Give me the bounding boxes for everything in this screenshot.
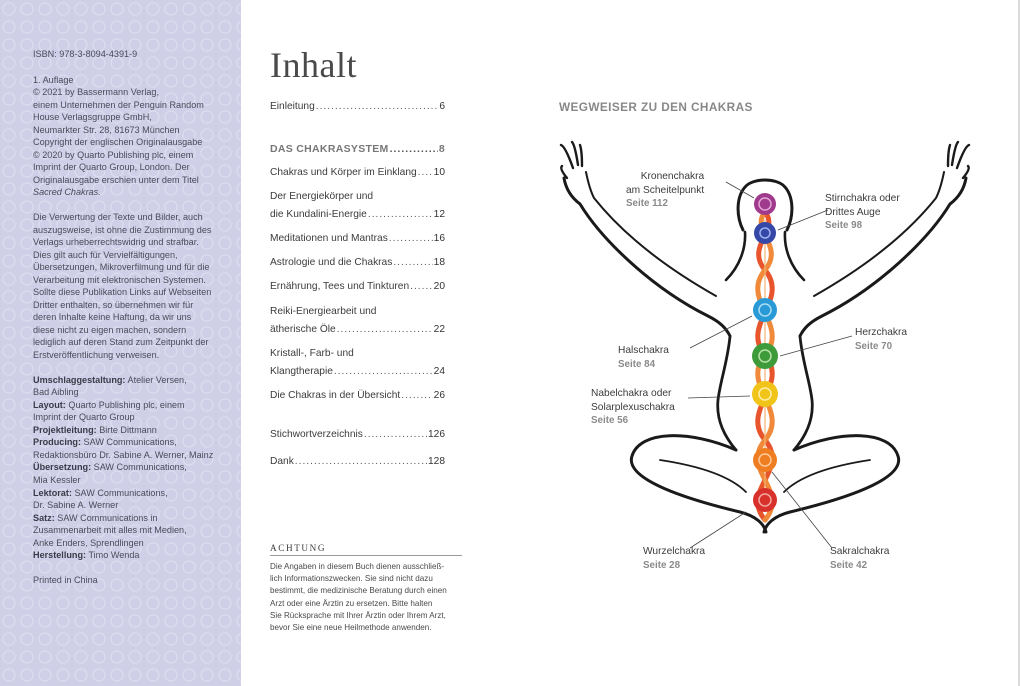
credit-value: Zusammenarbeit mit alles mit Medien, bbox=[33, 525, 187, 536]
credit-value: Anke Enders, Sprendlingen bbox=[33, 537, 144, 548]
imprint-column bbox=[0, 0, 241, 686]
edition-line: House Verlagsgruppe GmbH, bbox=[33, 112, 152, 123]
credit-label: Übersetzung: bbox=[33, 462, 92, 473]
toc-page-number: 26 bbox=[433, 390, 445, 401]
warning-title: ACHTUNG bbox=[270, 543, 462, 556]
rights-line: lediglich auf deren Stand zum Zeitpunkt der bbox=[33, 337, 209, 348]
credit-editing bbox=[33, 487, 231, 512]
credit-value: Timo Wenda bbox=[88, 550, 140, 561]
toc-entry-kristall[interactable] bbox=[270, 345, 445, 381]
credit-label: Layout: bbox=[33, 399, 66, 410]
rights-line: Verarbeitung mit elektronischen Systemen. bbox=[33, 274, 206, 285]
leader-dots bbox=[337, 321, 433, 339]
leader-dots bbox=[418, 164, 433, 182]
sacral-chakra-symbol bbox=[753, 448, 777, 472]
rights-line: Dritter enthalten, so übernehmen wir für bbox=[33, 299, 194, 310]
credit-value: SAW Communications, bbox=[83, 437, 177, 448]
toc-entry-text: Einleitung bbox=[270, 101, 315, 112]
label-crown-chakra[interactable] bbox=[626, 170, 704, 211]
chakra-circles bbox=[752, 193, 778, 512]
credit-value: Imprint der Quarto Group bbox=[33, 412, 135, 423]
credit-producing bbox=[33, 436, 231, 461]
label-heart-chakra[interactable] bbox=[855, 326, 907, 353]
credit-label: Lektorat: bbox=[33, 487, 72, 498]
edition-line: Neumarkter Str. 28, 81673 München bbox=[33, 124, 180, 135]
warning-text bbox=[270, 561, 462, 634]
third-eye-chakra-symbol bbox=[754, 222, 776, 244]
label-root-chakra[interactable] bbox=[643, 545, 705, 572]
toc-page-number: 22 bbox=[433, 324, 445, 335]
isbn: ISBN: 978-3-8094-4391-9 bbox=[33, 49, 138, 59]
credit-label: Producing: bbox=[33, 437, 81, 448]
toc-entry-meditationen[interactable] bbox=[270, 230, 445, 248]
toc-entry-text: Kristall-, Farb- und bbox=[270, 348, 354, 359]
chakra-name: Sakralchakra bbox=[830, 546, 890, 557]
rights-notice bbox=[33, 211, 231, 362]
toc-entry-astrologie[interactable] bbox=[270, 254, 445, 272]
credit-production bbox=[33, 549, 231, 562]
warning-line: Arzt oder eine Ärztin zu ersetzen. Bitte halten bbox=[270, 598, 433, 608]
credit-value: SAW Communications, bbox=[74, 487, 168, 498]
edition-info bbox=[33, 74, 231, 199]
toc-entry-text: Reiki-Energiearbeit und bbox=[270, 306, 377, 317]
label-throat-chakra[interactable] bbox=[618, 344, 669, 371]
leader-dots bbox=[410, 278, 433, 296]
leader-dots bbox=[390, 140, 438, 158]
leader-dots bbox=[364, 426, 427, 444]
toc-entry-text: Der Energiekörper und bbox=[270, 191, 374, 202]
leader-line-heart bbox=[780, 336, 852, 356]
toc-page-number: 20 bbox=[433, 281, 445, 292]
chakra-name: Nabelchakra oder bbox=[591, 388, 672, 399]
credit-value: SAW Communications in bbox=[57, 512, 158, 523]
leader-dots bbox=[393, 254, 432, 272]
warning-line: Sie Rücksprache mit Ihrer Ärztin oder Ihrem Arzt, bbox=[270, 610, 446, 620]
rights-line: auszugsweise, ist ohne die Zustimmung des bbox=[33, 224, 212, 235]
credit-label: Satz: bbox=[33, 512, 55, 523]
printed-in: Printed in China bbox=[33, 574, 98, 585]
rights-line: Die Verwertung der Texte und Bilder, auch bbox=[33, 212, 203, 223]
credit-label: Projektleitung: bbox=[33, 424, 97, 435]
toc-entry-text: Dank bbox=[270, 456, 294, 467]
leader-dots bbox=[334, 363, 433, 381]
rights-line: deren Inhalte keine Haftung, da wir uns bbox=[33, 312, 192, 323]
leader-line-throat bbox=[690, 316, 752, 348]
chakra-page: Seite 42 bbox=[830, 559, 868, 571]
rights-line: diese nicht zu eigen machen, sondern bbox=[33, 324, 187, 335]
toc-entry-dank[interactable] bbox=[270, 453, 445, 471]
rights-line: Übersetzungen, Mikroverfilmung und für die bbox=[33, 262, 210, 273]
guide-title: WEGWEISER ZU DEN CHAKRAS bbox=[559, 100, 753, 114]
toc-entry-text: Chakras und Körper im Einklang bbox=[270, 167, 417, 178]
toc-entry-text: die Kundalini-Energie bbox=[270, 209, 367, 220]
leader-line-root bbox=[690, 512, 746, 548]
toc-page-number: 10 bbox=[433, 167, 445, 178]
root-chakra-symbol bbox=[753, 488, 777, 512]
toc-entry-text: Klangtherapie bbox=[270, 366, 333, 377]
toc-page-number: 12 bbox=[433, 209, 445, 220]
credit-layout bbox=[33, 399, 231, 424]
edition-line: Originalausgabe erschien unter dem Titel bbox=[33, 174, 199, 185]
leader-dots bbox=[295, 453, 427, 471]
edition-line: Copyright der englischen Originalausgabe bbox=[33, 137, 203, 148]
toc-page-number: 126 bbox=[428, 429, 445, 440]
rights-line: Sollte diese Publikation Links auf Webseiten bbox=[33, 287, 212, 298]
toc-entry-ernaehrung[interactable] bbox=[270, 278, 445, 296]
toc-entry-text: Ernährung, Tees und Tinkturen bbox=[270, 281, 410, 292]
leader-line-third-eye bbox=[778, 210, 828, 230]
edition-line: einem Unternehmen der Penguin Random bbox=[33, 99, 204, 110]
credit-value: Bad Aibling bbox=[33, 387, 79, 398]
chakra-page: Seite 56 bbox=[591, 415, 629, 427]
chakra-page: Seite 70 bbox=[855, 340, 893, 352]
chakra-illustration bbox=[540, 120, 1010, 590]
warning-line: Die Angaben in diesem Buch dienen ausschließ- bbox=[270, 562, 445, 571]
warning-line: bestimmt, die medizinische Beratung durch einen bbox=[270, 586, 447, 596]
toc-section-title: DAS CHAKRASYSTEM bbox=[270, 143, 389, 155]
rights-line: Erstveröffentlichung verweisen. bbox=[33, 350, 160, 361]
toc-page-number: 24 bbox=[433, 366, 445, 377]
warning-line: bevor Sie eine neue Heilmethode anwenden. bbox=[270, 623, 432, 633]
chakra-name: Kronenchakra bbox=[640, 171, 705, 182]
chakra-name: Drittes Auge bbox=[825, 206, 881, 218]
crown-chakra-symbol bbox=[754, 193, 776, 215]
credit-translation bbox=[33, 461, 231, 486]
credit-label: Umschlaggestaltung: bbox=[33, 374, 126, 385]
chakra-figure bbox=[540, 120, 1010, 590]
leader-line-sacral bbox=[772, 472, 832, 548]
chakra-name: Wurzelchakra bbox=[643, 546, 706, 557]
throat-chakra-symbol bbox=[753, 298, 777, 322]
credit-value: Quarto Publishing plc, einem bbox=[68, 399, 185, 410]
warning-line: lich Informationszwecken. Sie sind nicht dazu bbox=[270, 574, 433, 584]
credit-project bbox=[33, 424, 231, 437]
chakra-name: Halschakra bbox=[618, 345, 669, 356]
credit-typesetting bbox=[33, 512, 231, 550]
edition-line: 1. Auflage bbox=[33, 74, 74, 85]
warning-box bbox=[270, 543, 462, 634]
toc-page-number: 16 bbox=[433, 233, 445, 244]
chakra-page: Seite 84 bbox=[618, 358, 656, 370]
rights-line: Dies gilt auch für Vervielfältigungen, bbox=[33, 249, 178, 260]
toc-entry-reiki[interactable] bbox=[270, 303, 445, 339]
leader-dots bbox=[368, 206, 433, 224]
chakra-name: am Scheitelpunkt bbox=[626, 184, 705, 196]
edition-line: © 2021 by Bassermann Verlag, bbox=[33, 87, 160, 98]
toc-title: Inhalt bbox=[270, 45, 357, 85]
solar-plexus-chakra-symbol bbox=[752, 381, 778, 407]
toc-entry-uebersicht[interactable] bbox=[270, 387, 445, 405]
heart-chakra-symbol bbox=[752, 343, 778, 369]
toc-page-number: 6 bbox=[439, 101, 445, 112]
leader-dots bbox=[389, 230, 433, 248]
toc-entry-text: Astrologie und die Chakras bbox=[270, 257, 393, 268]
edition-line: © 2020 by Quarto Publishing plc, einem bbox=[33, 149, 194, 160]
leader-dots bbox=[401, 387, 432, 405]
toc-entry-text: Stichwortverzeichnis bbox=[270, 429, 363, 440]
chakra-page: Seite 112 bbox=[626, 198, 668, 210]
toc-page-number: 8 bbox=[438, 143, 445, 155]
chakra-name: Solarplexuschakra bbox=[591, 401, 675, 413]
toc-entry-text: Die Chakras in der Übersicht bbox=[270, 390, 401, 401]
original-title: Sacred Chakras. bbox=[33, 187, 101, 198]
toc-entry-text: ätherische Öle bbox=[270, 324, 336, 335]
label-third-eye-chakra[interactable] bbox=[825, 192, 900, 233]
chakra-name: Stirnchakra oder bbox=[825, 193, 900, 204]
credit-value: Atelier Versen, bbox=[127, 374, 187, 385]
chakra-page: Seite 28 bbox=[643, 559, 681, 571]
leader-dots bbox=[316, 98, 439, 116]
toc-page-number: 18 bbox=[433, 257, 445, 268]
credit-value: Birte Dittmann bbox=[99, 424, 157, 435]
label-sacral-chakra[interactable] bbox=[830, 545, 889, 572]
edition-line: Imprint der Quarto Group, London. Der bbox=[33, 162, 190, 173]
toc-entry-stichwortverzeichnis[interactable] bbox=[270, 426, 445, 444]
toc-entry-einklang[interactable] bbox=[270, 164, 445, 182]
credit-value: SAW Communications, bbox=[93, 462, 187, 473]
chakra-page: Seite 98 bbox=[825, 220, 863, 232]
credit-cover bbox=[33, 374, 231, 399]
chakra-name: Herzchakra bbox=[855, 327, 908, 338]
toc-entry-einleitung[interactable] bbox=[270, 98, 445, 116]
rights-line: Verlags urheberrechtswidrig und strafbar. bbox=[33, 237, 199, 248]
toc-entry-chakrasystem[interactable] bbox=[270, 140, 445, 158]
credit-value: Dr. Sabine A. Werner bbox=[33, 500, 119, 511]
credits bbox=[33, 374, 231, 562]
toc-page-number: 128 bbox=[428, 456, 445, 467]
toc-entry-energiekoerper[interactable] bbox=[270, 188, 445, 224]
credit-value: Mia Kessler bbox=[33, 474, 81, 485]
credit-value: Redaktionsbüro Dr. Sabine A. Werner, Mainz bbox=[33, 449, 214, 460]
credit-label: Herstellung: bbox=[33, 550, 87, 561]
label-solar-plexus-chakra[interactable] bbox=[591, 387, 675, 428]
toc-entry-text: Meditationen und Mantras bbox=[270, 233, 388, 244]
